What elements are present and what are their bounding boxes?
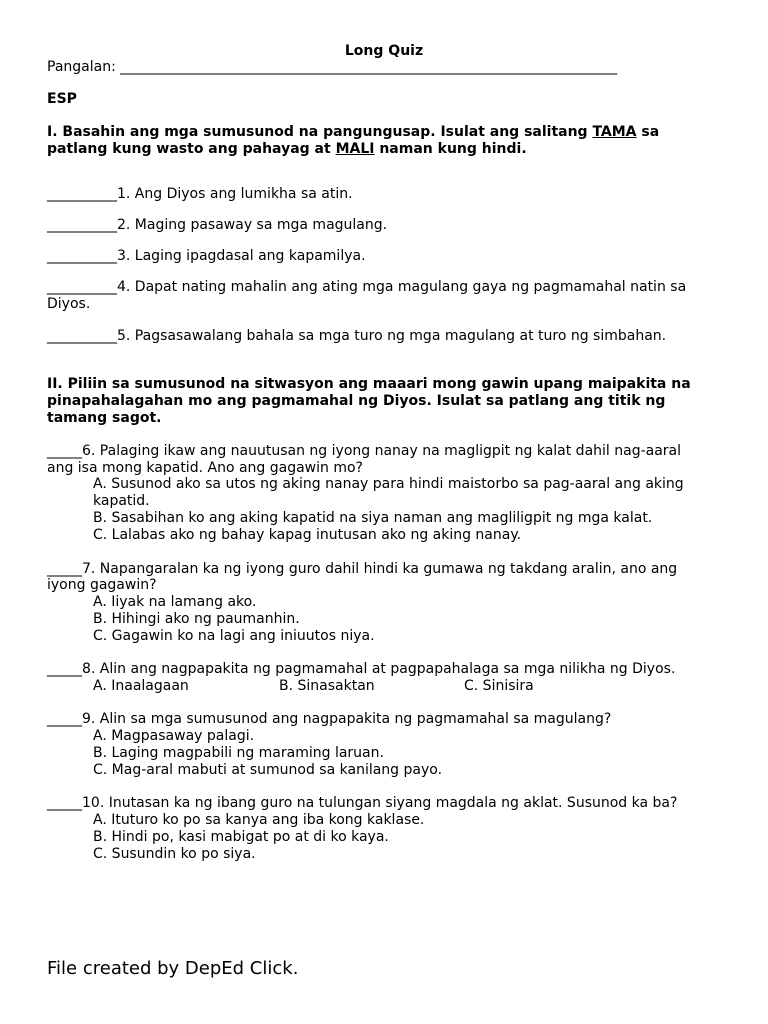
item-text: __________3. Laging ipagdasal ang kapamilya. bbox=[47, 248, 366, 264]
choice-b: B. Laging magpabili ng maraming laruan. bbox=[93, 745, 384, 761]
instruction-text: patlang kung wasto ang pahayag at bbox=[47, 141, 336, 157]
instruction-text: pinapahalagahan mo ang pagmamahal ng Diyos. Isulat sa patlang ang titik ng bbox=[47, 393, 666, 409]
choice-c: C. Mag-aral mabuti at sumunod sa kanilang payo. bbox=[93, 762, 443, 778]
choice-b: B. Hihingi ako ng paumanhin. bbox=[93, 611, 300, 627]
instruction-text: naman kung hindi. bbox=[374, 141, 527, 157]
name-blank: _______________________________________________________________________ bbox=[120, 59, 618, 75]
choice-a: kapatid. bbox=[93, 493, 150, 509]
subject-label: ESP bbox=[47, 91, 77, 107]
name-line bbox=[47, 59, 617, 76]
part1-instruction-line2 bbox=[47, 141, 527, 158]
instruction-text: I. Basahin ang mga sumusunod na pangungusap. Isulat ang salitang bbox=[47, 124, 593, 140]
instruction-text: tamang sagot. bbox=[47, 410, 162, 426]
item-text: __________4. Dapat nating mahalin ang ating mga magulang gaya ng pagmamahal natin sa bbox=[47, 279, 687, 295]
instruction-text: sa bbox=[636, 124, 660, 140]
question-text: iyong gagawin? bbox=[47, 577, 157, 593]
choice-c: C. Lalabas ako ng bahay kapag inutusan ako ng aking nanay. bbox=[93, 527, 522, 543]
question-text: _____10. Inutasan ka ng ibang guro na tulungan siyang magdala ng aklat. Susunod ka ba? bbox=[47, 795, 678, 811]
choice-b: B. Sasabihan ko ang aking kapatid na siya naman ang magliligpit ng mga kalat. bbox=[93, 510, 653, 526]
choice-b: B. Hindi po, kasi mabigat po at di ko kaya. bbox=[93, 829, 389, 845]
question-text: _____9. Alin sa mga sumusunod ang nagpapakita ng pagmamahal sa magulang? bbox=[47, 711, 612, 727]
part1-instruction-line1 bbox=[47, 124, 659, 141]
question-text: _____8. Alin ang nagpapakita ng pagmamahal at pagpapahalaga sa mga nilikha ng Diyos. bbox=[47, 661, 676, 677]
question-text: _____7. Napangaralan ka ng iyong guro dahil hindi ka gumawa ng takdang aralin, ano ang bbox=[47, 561, 678, 577]
choice-a: A. Ituturo ko po sa kanya ang iba kong kaklase. bbox=[93, 812, 425, 828]
quiz-title: Long Quiz bbox=[344, 43, 424, 59]
item-text: __________1. Ang Diyos ang lumikha sa atin. bbox=[47, 186, 353, 202]
question-text: _____6. Palaging ikaw ang nauutusan ng iyong nanay na magligpit ng kalat dahil nag-aaral bbox=[47, 443, 682, 459]
choice-a: A. Inaalagaan bbox=[93, 678, 189, 694]
choice-a: A. Magpasaway palagi. bbox=[93, 728, 255, 744]
question-text: ang isa mong kapatid. Ano ang gagawin mo? bbox=[47, 460, 363, 476]
choice-b: B. Sinasaktan bbox=[279, 678, 375, 694]
keyword-mali: MALI bbox=[335, 141, 375, 157]
item-text: __________5. Pagsasawalang bahala sa mga turo ng mga magulang at turo ng simbahan. bbox=[47, 328, 667, 344]
choice-a: A. Iiyak na lamang ako. bbox=[93, 594, 257, 610]
name-label: Pangalan: bbox=[47, 59, 116, 75]
footer-credit: File created by DepEd Click. bbox=[47, 958, 299, 979]
choice-a: A. Susunod ako sa utos ng aking nanay para hindi maistorbo sa pag-aaral ang aking bbox=[93, 476, 684, 492]
item-text: __________2. Maging pasaway sa mga magulang. bbox=[47, 217, 388, 233]
choice-c: C. Sinisira bbox=[464, 678, 534, 694]
instruction-text: II. Piliin sa sumusunod na sitwasyon ang maaari mong gawin upang maipakita na bbox=[47, 376, 691, 392]
keyword-tama: TAMA bbox=[592, 124, 637, 140]
choice-c: C. Susundin ko po siya. bbox=[93, 846, 256, 862]
item-text: Diyos. bbox=[47, 296, 91, 312]
choice-c: C. Gagawin ko na lagi ang iniuutos niya. bbox=[93, 628, 375, 644]
